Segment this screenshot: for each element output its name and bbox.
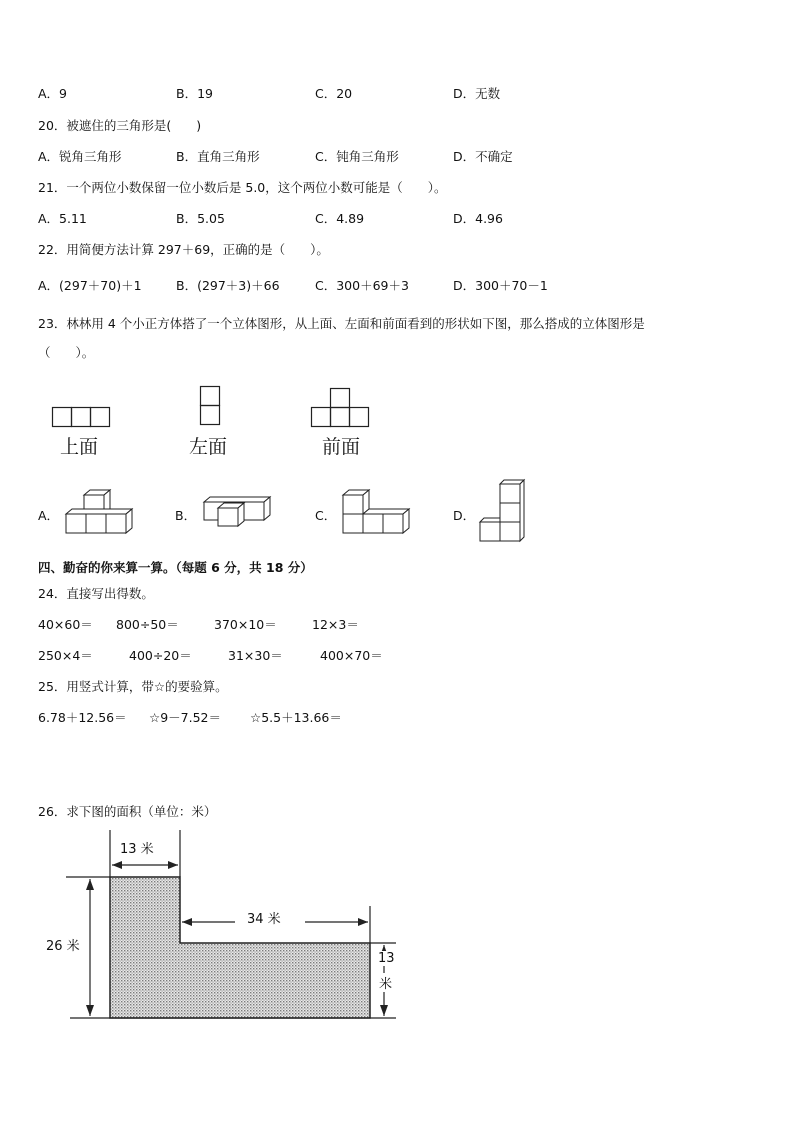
q25-item: ☆9－7.52＝ <box>149 710 221 725</box>
option-c-cubes-figure <box>341 489 411 537</box>
q24-item: 400÷20＝ <box>129 648 192 663</box>
q26-stem: 26．求下图的面积（单位：米） <box>38 804 217 819</box>
q24-item: 800÷50＝ <box>116 617 179 632</box>
q24-item: 400×70＝ <box>320 648 383 663</box>
q24-item: 31×30＝ <box>228 648 283 663</box>
q24-item: 40×60＝ <box>38 617 93 632</box>
q23-option-b[interactable]: B． <box>175 508 197 523</box>
q19-option-c[interactable]: C．20 <box>315 86 353 101</box>
q20-option-a[interactable]: A．锐角三角形 <box>38 149 122 164</box>
q21-stem: 21．一个两位小数保留一位小数后是 5.0，这个两位小数可能是（ ）。 <box>38 180 447 195</box>
q23-option-a[interactable]: A． <box>38 508 60 523</box>
q21-option-c[interactable]: C．4.89 <box>315 211 365 226</box>
view-label-top: 上面 <box>60 436 99 458</box>
q23-stem: 23．林林用 4 个小正方体搭了一个立体图形，从上面、左面和前面看到的形状如下图，那么搭成的立体图形是 <box>38 316 645 331</box>
q24-stem: 24．直接写出得数。 <box>38 586 154 601</box>
q19-option-b[interactable]: B．19 <box>176 86 213 101</box>
option-b-cubes-figure <box>202 496 272 528</box>
dimension-middle-label: 34 米 <box>247 912 281 927</box>
option-d-cubes-figure <box>479 478 527 542</box>
q25-stem: 25．用竖式计算，带☆的要验算。 <box>38 679 228 694</box>
q19-option-d[interactable]: D．无数 <box>453 86 501 101</box>
q23-option-d[interactable]: D． <box>453 508 476 523</box>
section-four-title: 四、勤奋的你来算一算。（每题 6 分，共 18 分） <box>38 560 313 575</box>
q20-stem: 20．被遮住的三角形是( ) <box>38 118 202 133</box>
dimension-top-label: 13 米 <box>120 842 154 857</box>
view-label-front: 前面 <box>322 436 361 458</box>
q19-option-a[interactable]: A．9 <box>38 86 68 101</box>
left-view-figure <box>200 386 222 428</box>
q25-item: 6.78＋12.56＝ <box>38 710 127 725</box>
dimension-right-label-unit: 米 <box>379 973 392 992</box>
view-label-left: 左面 <box>189 436 228 458</box>
q24-item: 370×10＝ <box>214 617 277 632</box>
q20-option-c[interactable]: C．钝角三角形 <box>315 149 399 164</box>
l-shape-area-figure <box>40 830 410 1030</box>
q22-option-a[interactable]: A．(297＋70)＋1 <box>38 278 142 293</box>
q20-option-b[interactable]: B．直角三角形 <box>176 149 260 164</box>
q23-stem-cont: （ ）。 <box>38 345 95 360</box>
q24-item: 12×3＝ <box>312 617 359 632</box>
front-view-figure <box>311 388 373 430</box>
q22-stem: 22．用简便方法计算 297＋69，正确的是（ ）。 <box>38 242 329 257</box>
q21-option-d[interactable]: D．4.96 <box>453 211 503 226</box>
q22-option-d[interactable]: D．300＋70－1 <box>453 278 548 293</box>
q22-option-b[interactable]: B．(297＋3)＋66 <box>176 278 280 293</box>
q21-option-b[interactable]: B．5.05 <box>176 211 225 226</box>
q21-option-a[interactable]: A．5.11 <box>38 211 87 226</box>
dimension-right-label-number: 13 <box>378 951 395 966</box>
dimension-left-label: 26 米 <box>46 935 80 954</box>
q20-option-d[interactable]: D．不确定 <box>453 149 513 164</box>
q24-item: 250×4＝ <box>38 648 93 663</box>
q23-option-c[interactable]: C． <box>315 508 337 523</box>
q22-option-c[interactable]: C．300＋69＋3 <box>315 278 409 293</box>
top-view-figure <box>52 407 112 429</box>
q25-item: ☆5.5＋13.66＝ <box>250 710 342 725</box>
option-a-cubes-figure <box>64 489 134 537</box>
